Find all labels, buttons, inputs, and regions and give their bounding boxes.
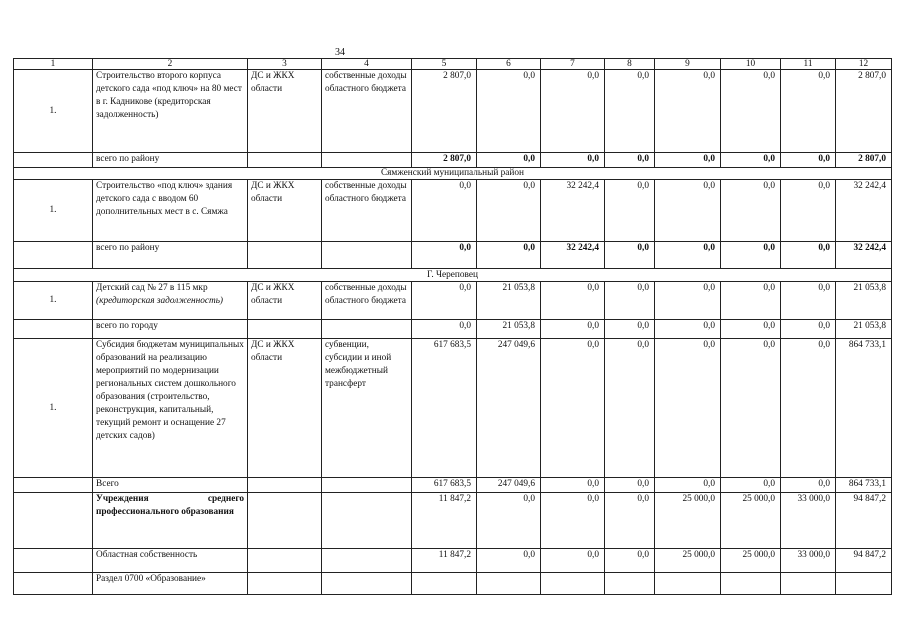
funding-source: собственные доходы областного бюджета [322, 180, 412, 242]
subtotal-label: всего по городу [93, 320, 248, 339]
value-cell: 0,0 [655, 70, 721, 153]
subtotal-value: 0,0 [781, 478, 836, 493]
project-name: Строительство «под ключ» здания детского сада с вводом 60 дополнительных мест в с. Сямжа [93, 180, 248, 242]
project-name [93, 282, 248, 320]
value-cell: 0,0 [605, 70, 655, 153]
subtotal-value: 0,0 [541, 153, 605, 168]
value-cell: 0,0 [541, 339, 605, 478]
subtotal-value: 0,0 [412, 242, 477, 269]
value-cell: 0,0 [541, 70, 605, 153]
subtotal-value: 0,0 [605, 478, 655, 493]
row-index: 1. [14, 339, 93, 478]
responsible-body: ДС и ЖКХ области [248, 70, 322, 153]
column-header: 4 [322, 59, 412, 70]
column-header: 12 [836, 59, 892, 70]
value-cell: 25 000,0 [721, 493, 781, 549]
subtotal-value: 0,0 [541, 478, 605, 493]
table-row [14, 282, 892, 320]
value-cell: 617 683,5 [412, 339, 477, 478]
value-cell: 0,0 [781, 180, 836, 242]
subtotal-row [14, 320, 892, 339]
value-cell: 0,0 [412, 282, 477, 320]
column-header: 10 [721, 59, 781, 70]
value-cell: 864 733,1 [836, 339, 892, 478]
subtotal-value: 0,0 [605, 153, 655, 168]
subtotal-value: 0,0 [655, 153, 721, 168]
subtotal-value: 0,0 [477, 242, 541, 269]
subtotal-value: 0,0 [655, 478, 721, 493]
section-label: Раздел 0700 «Образование» [93, 573, 248, 595]
subtotal-value: 0,0 [781, 320, 836, 339]
funding-source: собственные доходы областного бюджета [322, 282, 412, 320]
subtotal-label: всего по району [93, 242, 248, 269]
value-cell: 0,0 [477, 180, 541, 242]
subtotal-value: 2 807,0 [836, 153, 892, 168]
subtotal-value: 0,0 [721, 478, 781, 493]
value-cell: 0,0 [721, 180, 781, 242]
column-header: 1 [14, 59, 93, 70]
subtotal-value: 0,0 [655, 242, 721, 269]
column-header: 6 [477, 59, 541, 70]
value-cell: 21 053,8 [477, 282, 541, 320]
project-name-main: Детский сад № 27 в 115 мкр [96, 283, 208, 293]
subtotal-value: 21 053,8 [477, 320, 541, 339]
table-row [14, 573, 892, 595]
value-cell: 2 807,0 [836, 70, 892, 153]
subtotal-value: 247 049,6 [477, 478, 541, 493]
value-cell: 25 000,0 [721, 549, 781, 573]
value-cell: 32 242,4 [836, 180, 892, 242]
value-cell: 0,0 [721, 339, 781, 478]
subtotal-value: 0,0 [655, 320, 721, 339]
subtotal-row [14, 242, 892, 269]
value-cell: 0,0 [412, 180, 477, 242]
section-row [14, 269, 892, 282]
value-cell: 25 000,0 [655, 549, 721, 573]
subtotal-value: 0,0 [477, 153, 541, 168]
table-row [14, 493, 892, 549]
value-cell: 33 000,0 [781, 549, 836, 573]
value-cell: 0,0 [541, 493, 605, 549]
column-header: 3 [248, 59, 322, 70]
subtotal-value: 0,0 [781, 242, 836, 269]
table-row [14, 180, 892, 242]
section-title: Г. Череповец [14, 269, 892, 282]
value-cell: 0,0 [477, 549, 541, 573]
value-cell: 0,0 [541, 282, 605, 320]
subtotal-value: 2 807,0 [412, 153, 477, 168]
project-name: Субсидия бюджетам муниципальных образований на реализацию мероприятий по модернизации региональных систем дошкольного образования (строительство, реконструкция, капитальный, текущий ремонт и оснащение 27 детских садов) [93, 339, 248, 478]
column-header: 11 [781, 59, 836, 70]
responsible-body: ДС и ЖКХ области [248, 339, 322, 478]
budget-table [13, 58, 892, 595]
funding-source: субвенции, субсидии и иной межбюджетный трансферт [322, 339, 412, 478]
value-cell: 0,0 [605, 493, 655, 549]
subtotal-value: 864 733,1 [836, 478, 892, 493]
subtotal-value: 32 242,4 [836, 242, 892, 269]
value-cell: 25 000,0 [655, 493, 721, 549]
value-cell: 0,0 [655, 180, 721, 242]
responsible-body: ДС и ЖКХ области [248, 282, 322, 320]
value-cell: 0,0 [605, 549, 655, 573]
section-title: Сямженский муниципальный район [14, 168, 892, 180]
value-cell: 0,0 [541, 549, 605, 573]
subtotal-row [14, 153, 892, 168]
value-cell: 247 049,6 [477, 339, 541, 478]
funding-source: собственные доходы областного бюджета [322, 70, 412, 153]
value-cell: 0,0 [721, 282, 781, 320]
header-row [14, 59, 892, 70]
column-header: 7 [541, 59, 605, 70]
subtotal-value: 0,0 [541, 320, 605, 339]
subtotal-value: 0,0 [721, 242, 781, 269]
value-cell: 0,0 [781, 282, 836, 320]
value-cell: 32 242,4 [541, 180, 605, 242]
value-cell: 0,0 [605, 339, 655, 478]
value-cell: 94 847,2 [836, 549, 892, 573]
table-row [14, 339, 892, 478]
project-name-note: (кредиторская задолженность) [96, 296, 224, 306]
value-cell: 0,0 [655, 282, 721, 320]
row-index: 1. [14, 70, 93, 153]
value-cell: 0,0 [781, 70, 836, 153]
value-cell: 11 847,2 [412, 493, 477, 549]
value-cell: 94 847,2 [836, 493, 892, 549]
table-row [14, 70, 892, 153]
value-cell: 0,0 [477, 493, 541, 549]
value-cell: 0,0 [477, 70, 541, 153]
value-cell: 33 000,0 [781, 493, 836, 549]
project-name: Строительство второго корпуса детского сада «под ключ» на 80 мест в г. Кадникове (кредиторская задолженность) [93, 70, 248, 153]
subtotal-label: всего по району [93, 153, 248, 168]
row-index: 1. [14, 180, 93, 242]
subtotal-label: Всего [93, 478, 248, 493]
value-cell: 2 807,0 [412, 70, 477, 153]
value-cell: 0,0 [605, 180, 655, 242]
subtotal-value: 0,0 [605, 320, 655, 339]
subtotal-value: 32 242,4 [541, 242, 605, 269]
subtotal-row [14, 478, 892, 493]
section-row [14, 168, 892, 180]
category-label: Учреждения среднего профессионального образования [93, 493, 248, 549]
category-label: Областная собственность [93, 549, 248, 573]
column-header: 9 [655, 59, 721, 70]
subtotal-value: 0,0 [605, 242, 655, 269]
row-index: 1. [14, 282, 93, 320]
value-cell: 0,0 [655, 339, 721, 478]
table-row [14, 549, 892, 573]
subtotal-value: 0,0 [781, 153, 836, 168]
page-number: 34 [335, 47, 345, 58]
subtotal-value: 21 053,8 [836, 320, 892, 339]
value-cell: 11 847,2 [412, 549, 477, 573]
value-cell: 0,0 [605, 282, 655, 320]
subtotal-value: 0,0 [721, 153, 781, 168]
value-cell: 0,0 [721, 70, 781, 153]
column-header: 8 [605, 59, 655, 70]
subtotal-value: 0,0 [721, 320, 781, 339]
value-cell: 0,0 [781, 339, 836, 478]
column-header: 5 [412, 59, 477, 70]
responsible-body: ДС и ЖКХ области [248, 180, 322, 242]
value-cell: 21 053,8 [836, 282, 892, 320]
subtotal-value: 0,0 [412, 320, 477, 339]
column-header: 2 [93, 59, 248, 70]
subtotal-value: 617 683,5 [412, 478, 477, 493]
